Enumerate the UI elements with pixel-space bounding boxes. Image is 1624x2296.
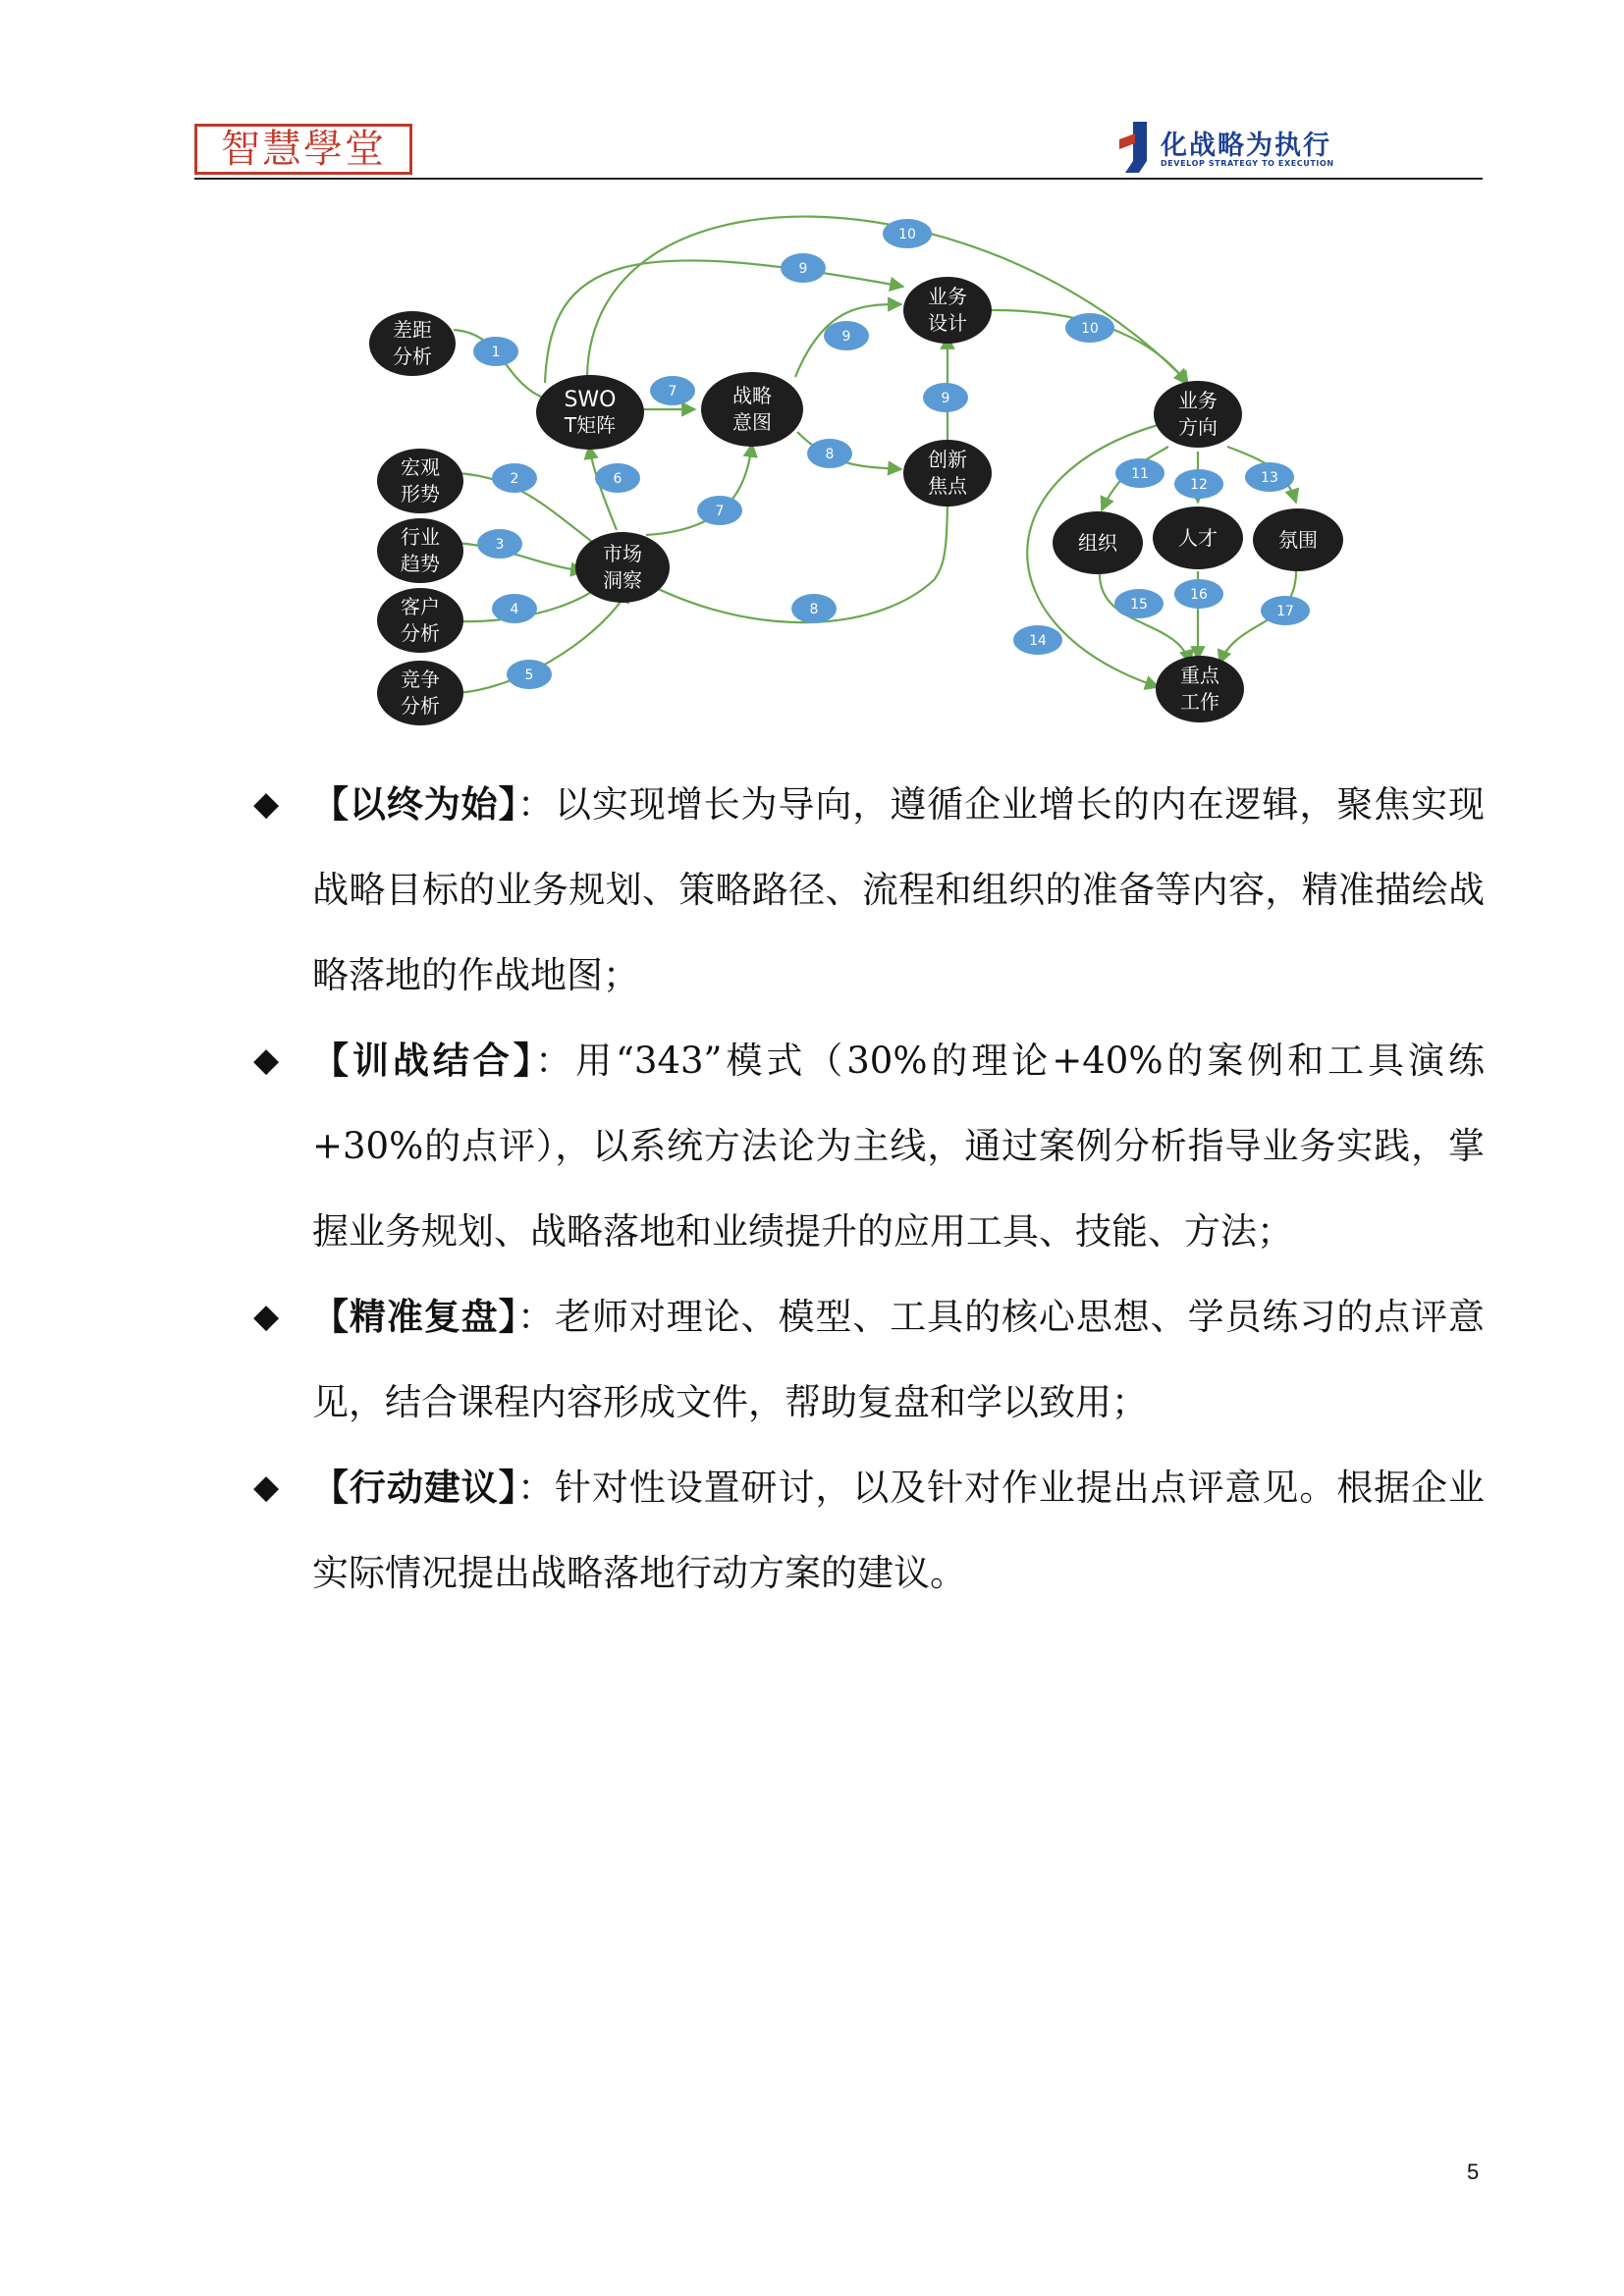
node-gap-analysis	[369, 311, 456, 376]
step-badge	[923, 383, 968, 412]
step-badges	[473, 219, 1310, 689]
svg-text:客户: 客户	[401, 595, 440, 618]
svg-text:意图: 意图	[732, 410, 772, 434]
svg-text:7: 7	[715, 504, 725, 519]
svg-text:创新: 创新	[928, 448, 967, 471]
step-badge	[791, 594, 837, 623]
step-badge	[807, 439, 852, 468]
step-badge	[697, 496, 742, 525]
step-badge	[1245, 462, 1294, 492]
diamond-bullet-icon: ◆	[253, 1297, 280, 1336]
bullet-item	[253, 1274, 1485, 1445]
svg-text:氛围: 氛围	[1278, 528, 1318, 552]
diamond-bullet-icon: ◆	[253, 1468, 280, 1507]
svg-text:分析: 分析	[401, 621, 440, 645]
left-logo-text: 智慧學堂	[221, 127, 386, 172]
step-badge	[492, 594, 537, 623]
step-badge	[883, 219, 932, 248]
diamond-bullet-icon: ◆	[253, 1041, 280, 1080]
svg-text:分析: 分析	[393, 345, 432, 368]
diamond-bullet-icon: ◆	[253, 784, 280, 824]
svg-text:业务: 业务	[928, 285, 967, 308]
svg-text:趋势: 趋势	[401, 552, 440, 575]
node-competition	[377, 661, 463, 725]
svg-text:T矩阵: T矩阵	[564, 413, 617, 437]
bullet-item	[253, 1445, 1485, 1616]
feature-bullet-list	[253, 762, 1485, 1616]
node-strategic-intent	[701, 372, 803, 447]
svg-text:15: 15	[1130, 597, 1148, 613]
step-badge	[507, 660, 552, 689]
svg-text:人才: 人才	[1178, 526, 1218, 550]
svg-text:10: 10	[1081, 321, 1099, 337]
svg-text:13: 13	[1261, 470, 1278, 486]
svg-text:市场: 市场	[603, 542, 642, 565]
svg-text:业务: 业务	[1178, 389, 1218, 412]
right-logo-en: DEVELOP STRATEGY TO EXECUTION	[1161, 159, 1334, 168]
bullet-heading: 【精准复盘】	[312, 1296, 518, 1338]
svg-text:9: 9	[841, 329, 851, 345]
page-number: 5	[1467, 2160, 1480, 2184]
svg-text:12: 12	[1190, 477, 1208, 493]
svg-text:形势: 形势	[401, 482, 440, 506]
svg-text:5: 5	[524, 667, 534, 683]
bullet-body: ：以实现增长为导向，遵循企业增长的内在逻辑，聚焦实现战略目标的业务规划、策略路径、流程和组织的准备等内容，精准描绘战略落地的作战地图；	[312, 783, 1486, 996]
svg-text:重点: 重点	[1180, 664, 1219, 687]
node-key-work	[1156, 656, 1244, 722]
right-logo-cn: 化战略为执行	[1161, 131, 1331, 161]
node-market-insight	[575, 532, 670, 603]
svg-text:行业: 行业	[401, 525, 440, 549]
node-innovation-focus	[903, 440, 992, 507]
node-atmosphere	[1253, 508, 1343, 571]
svg-text:设计: 设计	[928, 311, 967, 335]
bullet-body: ：老师对理论、模型、工具的核心思想、学员练习的点评意见，结合课程内容形成文件，帮助复盘和学以致用；	[312, 1296, 1486, 1423]
step-badge	[492, 463, 537, 493]
arrow-org-keywork	[1100, 574, 1190, 664]
svg-text:10: 10	[898, 227, 916, 242]
node-talent	[1153, 507, 1243, 569]
svg-text:分析: 分析	[401, 694, 440, 718]
bullet-item	[253, 762, 1485, 1018]
svg-text:9: 9	[798, 261, 808, 277]
svg-text:11: 11	[1131, 466, 1149, 482]
svg-text:8: 8	[825, 447, 835, 462]
svg-text:战略: 战略	[732, 384, 772, 407]
node-business-direction	[1154, 381, 1242, 448]
step-badge	[824, 321, 869, 350]
bullet-item	[253, 1018, 1485, 1274]
step-badge	[1261, 596, 1310, 625]
svg-text:SWO: SWO	[564, 388, 617, 412]
node-customer	[377, 588, 463, 653]
node-business-design	[903, 277, 992, 344]
svg-text:工作: 工作	[1180, 690, 1219, 714]
bullet-heading: 【行动建议】	[312, 1467, 518, 1509]
svg-text:17: 17	[1276, 604, 1294, 619]
svg-text:洞察: 洞察	[603, 568, 642, 592]
bullet-body: ：针对性设置研讨，以及针对作业提出点评意见。根据企业实际情况提出战略落地行动方案的建议。	[312, 1467, 1486, 1594]
arrows	[454, 217, 1296, 693]
step-badge	[1065, 313, 1114, 343]
svg-text:9: 9	[941, 391, 950, 406]
step-badge	[1115, 458, 1164, 488]
svg-text:3: 3	[495, 537, 505, 553]
svg-text:2: 2	[510, 471, 519, 487]
bullet-heading: 【训战结合】	[312, 1040, 536, 1082]
svg-text:14: 14	[1029, 633, 1047, 649]
node-macro	[377, 449, 463, 513]
svg-text:宏观: 宏观	[401, 455, 440, 479]
svg-text:焦点: 焦点	[928, 474, 967, 498]
svg-text:6: 6	[613, 471, 623, 487]
step-badge	[1174, 579, 1223, 609]
arrow-market-intent	[646, 444, 752, 535]
step-badge	[1174, 469, 1223, 499]
node-swot	[536, 375, 644, 450]
svg-text:1: 1	[491, 345, 501, 360]
step-badge	[595, 463, 640, 493]
step-badge	[1114, 589, 1164, 618]
svg-text:竞争: 竞争	[401, 667, 440, 691]
svg-text:8: 8	[809, 602, 819, 617]
step-badge	[781, 253, 826, 283]
step-badge	[473, 337, 518, 366]
bullet-heading: 【以终为始】	[312, 783, 518, 826]
node-organization	[1053, 511, 1143, 574]
strategy-map-diagram	[0, 0, 1624, 746]
node-industry	[377, 518, 463, 583]
bullet-body: ：用“343”模式（30%的理论+40%的案例和工具演练+30%的点评），以系统方法论为主线，通过案例分析指导业务实践，掌握业务规划、战略落地和业绩提升的应用工具、技能、方法；	[312, 1040, 1485, 1253]
svg-text:16: 16	[1190, 587, 1208, 603]
svg-text:差距: 差距	[393, 318, 432, 342]
svg-text:方向: 方向	[1178, 415, 1218, 439]
step-badge	[650, 376, 695, 405]
step-badge	[1013, 625, 1062, 655]
svg-text:7: 7	[668, 384, 677, 400]
step-badge	[477, 529, 522, 559]
svg-text:4: 4	[510, 602, 519, 617]
svg-text:组织: 组织	[1078, 531, 1117, 555]
